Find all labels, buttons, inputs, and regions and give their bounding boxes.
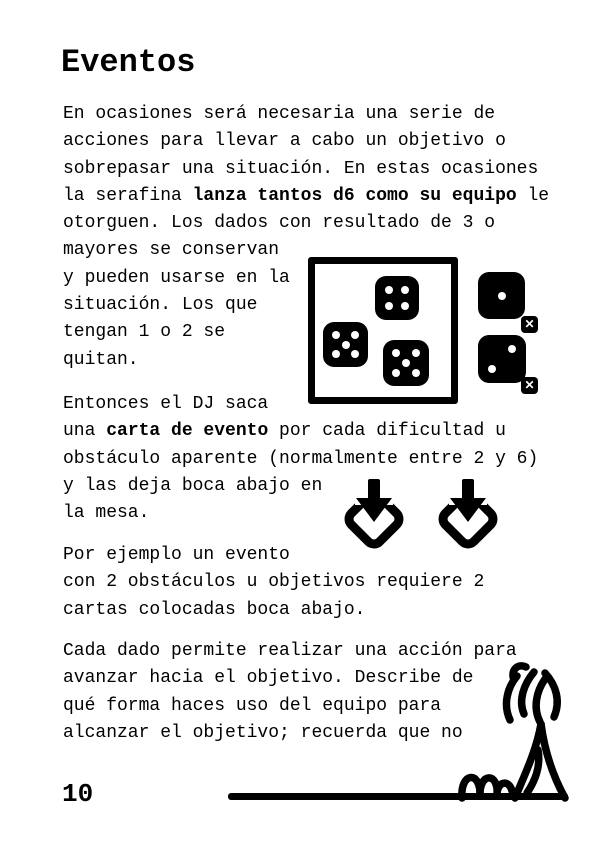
text-line: En ocasiones será necesaria una serie de: [63, 104, 496, 124]
die-pip: [412, 349, 420, 357]
die-pip: [332, 331, 340, 339]
text-line: cartas colocadas boca abajo.: [63, 599, 366, 620]
die-pip: [385, 302, 393, 310]
die-pip: [412, 369, 420, 377]
text-line: avanzar hacia el objetivo. Describe de: [63, 668, 474, 689]
text-line: sobrepasar una situación. En estas ocasiones: [63, 158, 539, 179]
die-pip: [488, 365, 496, 373]
text-line: con 2 obstáculos u objetivos requiere 2: [63, 572, 485, 593]
die-kept-1: [375, 276, 419, 320]
die-pip: [508, 345, 516, 353]
text-line: la mesa.: [63, 503, 150, 524]
die-discarded-1: [478, 272, 525, 319]
paragraph: [63, 101, 549, 374]
text-line: acciones para llevar a cabo un objetivo o: [63, 131, 506, 152]
event-card-icon: [428, 477, 508, 549]
text-line: qué forma haces uso del equipo para: [63, 695, 442, 716]
die-pip: [351, 350, 359, 358]
text-line: Por ejemplo un evento: [63, 545, 290, 565]
text-line: situación. Los que: [63, 295, 258, 316]
text-line: otorguen. Los dados con resultado de 3 o: [63, 213, 496, 234]
die-pip: [385, 286, 393, 294]
paragraph: [63, 542, 484, 624]
die-pip: [402, 359, 410, 367]
text-line: mayores se conservan: [63, 240, 280, 261]
discard-x-icon: ✕: [521, 316, 538, 333]
text-line: la serafina lanza tantos d6 como su equipo le: [63, 185, 550, 206]
text-line: obstáculo aparente (normalmente entre 2 y 6): [63, 448, 539, 469]
text-line: quitan.: [63, 349, 139, 370]
text-line: alcanzar el objetivo; recuerda que no: [63, 722, 463, 743]
die-discarded-2: [478, 335, 526, 383]
text-line: tengan 1 o 2 se: [63, 322, 226, 343]
discard-x-icon: ✕: [521, 377, 538, 394]
die-pip: [392, 369, 400, 377]
die-pip: [401, 286, 409, 294]
text-line: y las deja boca abajo en: [63, 475, 323, 496]
die-pip: [351, 331, 359, 339]
page-number: 10: [62, 779, 94, 809]
die-pip: [401, 302, 409, 310]
die-kept-3: [383, 340, 429, 386]
die-pip: [342, 341, 350, 349]
die-kept-2: [323, 322, 368, 367]
text-line: Entonces el DJ saca: [63, 394, 269, 414]
text-line: una carta de evento por cada dificultad u: [63, 421, 506, 442]
page-title: Eventos: [61, 44, 196, 81]
text-line: Cada dado permite realizar una acción para: [63, 641, 517, 661]
event-card-icon: [334, 477, 414, 549]
die-pip: [498, 292, 506, 300]
text-line: y pueden usarse en la: [63, 267, 290, 288]
die-pip: [332, 350, 340, 358]
seaweed-decoration-icon: [448, 660, 578, 803]
die-pip: [392, 349, 400, 357]
